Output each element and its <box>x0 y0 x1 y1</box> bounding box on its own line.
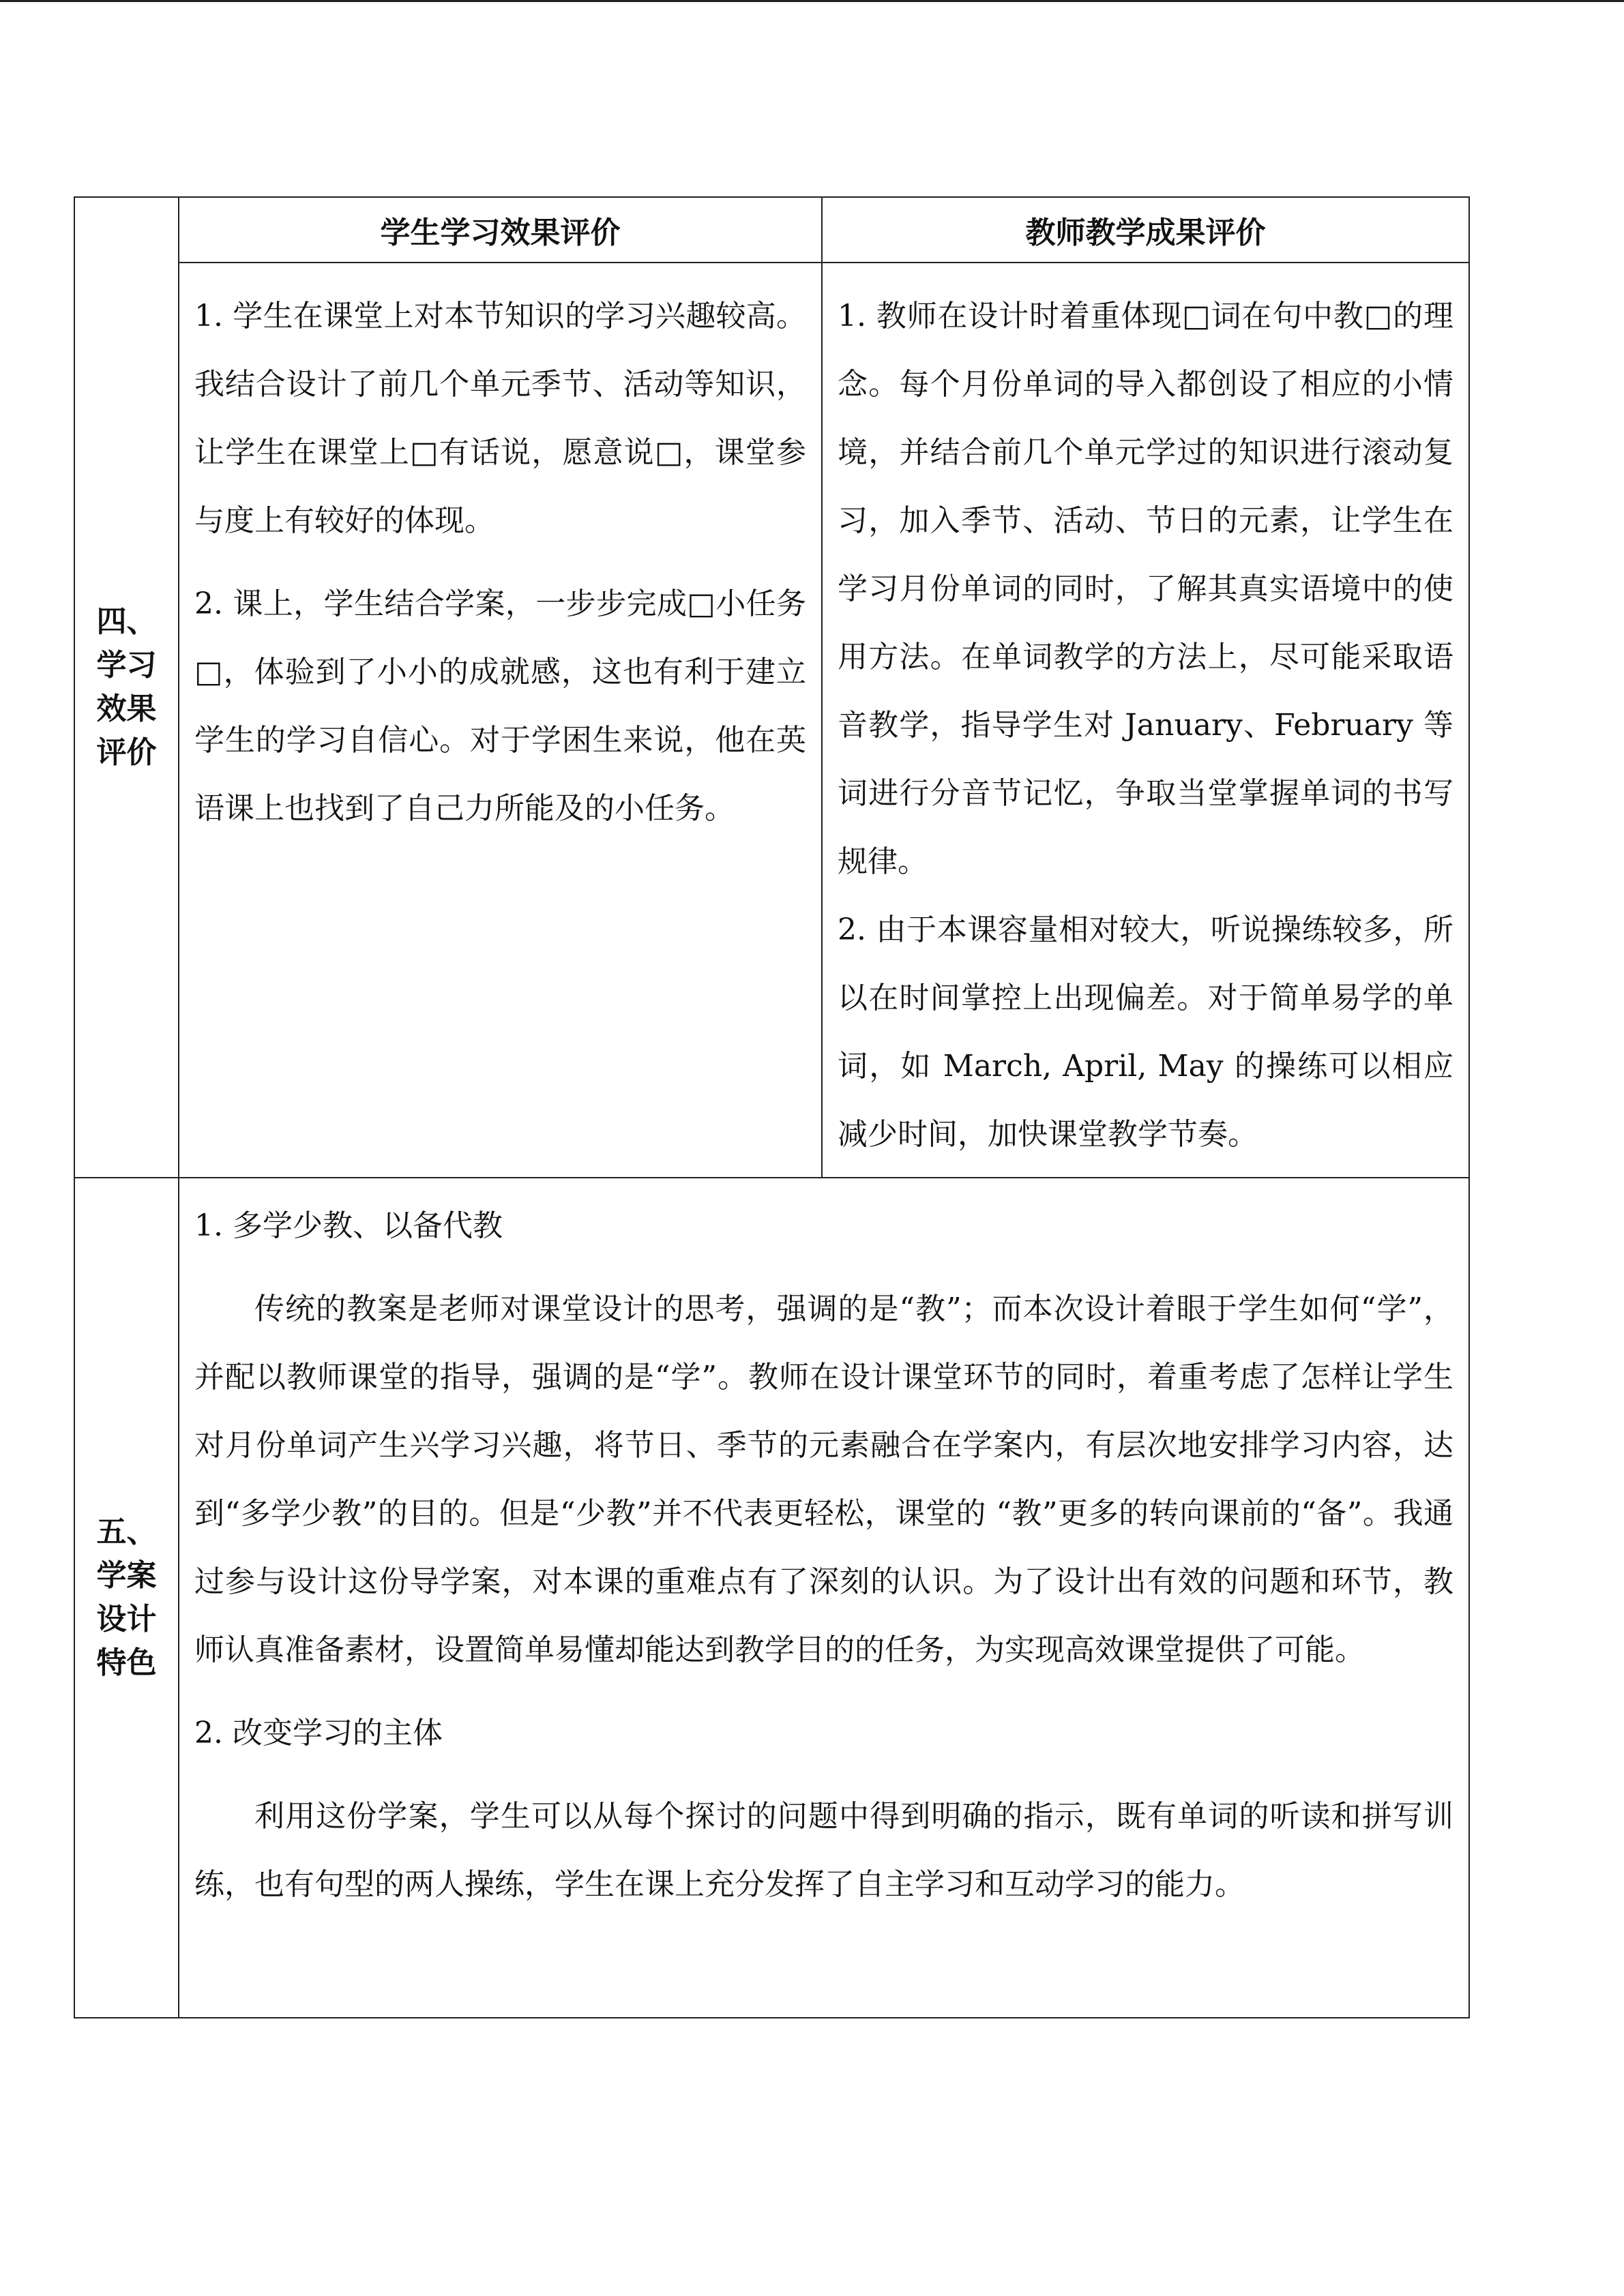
design-feature-heading: 1. 多学少教、以备代教 <box>194 1208 503 1243</box>
teacher-evaluation-header: 教师教学成果评价 <box>822 197 1469 263</box>
section4-label-line: 学习 <box>96 648 157 683</box>
section4-header-row <box>74 197 1469 263</box>
student-evaluation-paragraph: 1. 学生在课堂上对本节知识的学习兴趣较高。我结合设计了前几个单元季节、活动等知识，让学生在课堂上□有话说，愿意说□，课堂参与度上有较好的体现。 <box>194 299 806 538</box>
design-feature-heading: 2. 改变学习的主体 <box>194 1716 443 1750</box>
design-feature-paragraph: 传统的教案是老师对课堂设计的思考，强调的是“教”；而本次设计着眼于学生如何“学”，并配以教师课堂的指导，强调的是“学”。教师在设计课堂环节的同时，着重考虑了怎样让学生对月份单词产生兴学习兴趣，将节日、季节的元素融合在学案内，有层次地安排学习内容，达到“多学少教”的目的。但是“少教”并不代表更轻松，课堂的 “教”更多的转向课前的“备”。我通过参与设计这份导学案，对本课的重难点有了深刻的认识。为了设计出有效的问题和环节，教师认真准备素材，设置简单易懂却能达到教学目的的任务，为实现高效课堂提供了可能。 <box>194 1292 1453 1667</box>
teacher-evaluation-paragraph: 1. 教师在设计时着重体现□词在句中教□的理念。每个月份单词的导入都创设了相应的小情境，并结合前几个单元学过的知识进行滚动复习，加入季节、活动、节日的元素，让学生在学习月份单词的同时，了解其真实语境中的使用方法。在单词教学的方法上，尽可能采取语音教学，指导学生对 January、February 等词进行分音节记忆，争取当堂掌握单词的书写规律。 <box>838 299 1453 879</box>
design-feature-paragraph: 利用这份学案，学生可以从每个探讨的问题中得到明确的指示，既有单词的听读和拼写训练，也有句型的两人操练，学生在课上充分发挥了自主学习和互动学习的能力。 <box>194 1799 1453 1902</box>
section5-label-line: 学案 <box>96 1558 157 1593</box>
student-evaluation-header: 学生学习效果评价 <box>179 197 822 263</box>
section5-label-line: 五、 <box>96 1515 157 1549</box>
design-features-cell <box>179 1178 1469 2018</box>
section5-row <box>74 1178 1469 2018</box>
teacher-evaluation-cell <box>822 263 1469 1178</box>
student-evaluation-paragraph: 2. 课上，学生结合学案，一步步完成□小任务□，体验到了小小的成就感，这也有利于建立学生的学习自信心。对于学困生来说，他在英语课上也找到了自己力所能及的小任务。 <box>194 586 806 826</box>
section5-label-line: 设计 <box>96 1602 157 1637</box>
section5-label-line: 特色 <box>96 1645 157 1680</box>
section4-label-line: 四、 <box>96 604 157 639</box>
section4-label <box>74 197 179 1178</box>
page-top-border <box>0 0 1624 2</box>
teacher-evaluation-paragraph: 2. 由于本课容量相对较大，听说操练较多，所以在时间掌控上出现偏差。对于简单易学的单词，如 March, April, May 的操练可以相应减少时间，加快课堂教学节奏。 <box>838 912 1453 1152</box>
section4-body-row <box>74 263 1469 1178</box>
section4-label-line: 评价 <box>96 735 157 770</box>
section4-label-line: 效果 <box>96 691 157 726</box>
student-evaluation-cell <box>179 263 822 1178</box>
evaluation-table <box>74 196 1470 2018</box>
section5-label <box>74 1178 179 2018</box>
